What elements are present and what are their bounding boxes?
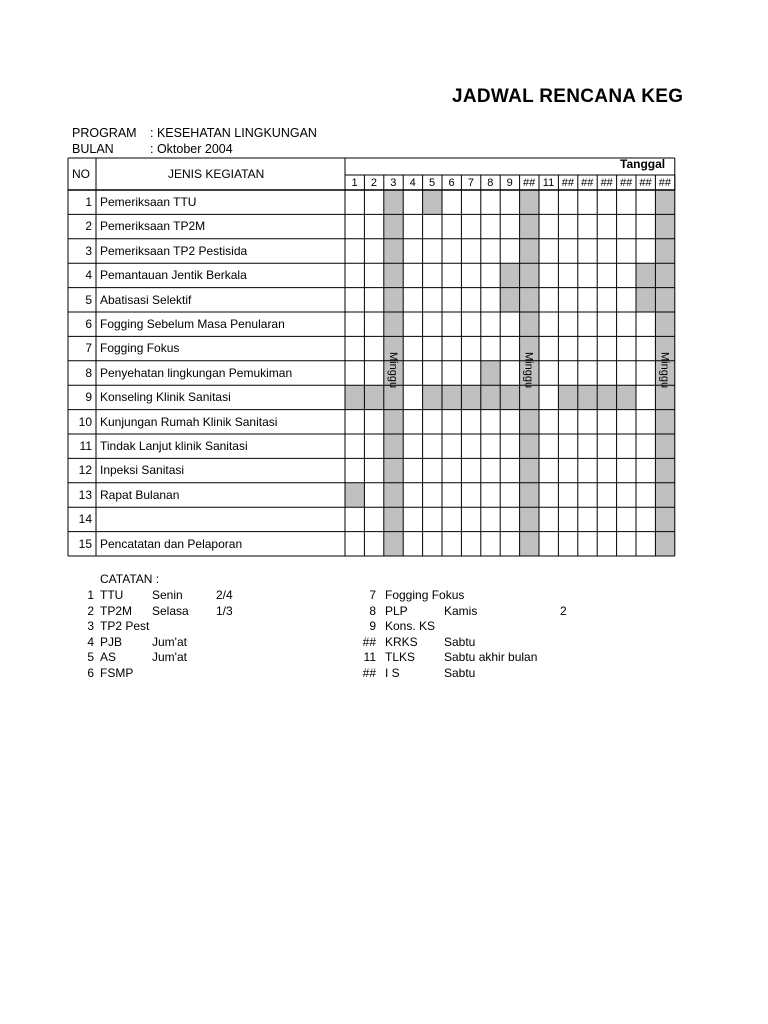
shaded-cell [481,361,500,385]
shaded-cell [461,385,480,409]
minggu-label: Minggu [386,352,399,389]
day-number: 2 [370,177,377,189]
catatan-day: Sabtu [444,634,476,649]
row-number: 14 [78,512,92,527]
shaded-cell [423,385,442,409]
day-number: ## [561,177,575,189]
day-number: ## [639,177,652,189]
catatan-code: FSMP [100,666,134,680]
page-title: JADWAL RENCANA KEG [452,86,684,107]
catatan-day: Kamis [444,603,478,618]
program-value: : KESEHATAN LINGKUNGAN [150,126,317,140]
minggu-label: Minggu [522,352,535,389]
day-number: 4 [409,177,416,189]
shaded-cell [345,385,364,409]
activity-name: Pemantauan Jentik Berkala [100,268,247,283]
catatan-frequency: 2 [560,603,567,618]
catatan-code: TP2 Pest [100,619,150,634]
catatan-label: CATATAN : [100,572,160,586]
catatan-frequency: 1/3 [216,603,233,618]
day-number: 5 [429,177,436,189]
row-number: 5 [85,292,92,307]
row-number: 2 [85,219,92,234]
shaded-cell [345,483,364,507]
day-number: ## [600,177,613,189]
shaded-cell [364,385,383,409]
row-number: 6 [85,317,92,331]
day-number: 11 [542,177,555,189]
catatan-number: 7 [369,588,376,602]
activity-name: Konseling Klinik Sanitasi [100,390,231,405]
shaded-cell [636,263,655,287]
catatan-code: Fogging Fokus [385,588,465,602]
activity-name: Pemeriksaan TP2M [100,219,206,234]
activity-name: Inpeksi Sanitasi [100,463,185,478]
row-number: 12 [78,463,92,478]
jenis-kegiatan-header: JENIS KEGIATAN [168,167,265,181]
catatan-code: TTU [100,588,124,602]
row-number: 13 [78,487,92,502]
shaded-cell [500,288,519,312]
catatan-frequency: 2/4 [216,588,233,602]
row-number: 3 [85,243,92,258]
catatan-code: TLKS [385,650,416,665]
tanggal-header: Tanggal [620,157,666,171]
activity-name: Kunjungan Rumah Klinik Sanitasi [100,414,278,429]
catatan-number: 3 [87,619,94,634]
catatan-day: Sabtu akhir bulan [444,650,538,665]
row-number: 11 [79,439,92,453]
day-number: 3 [390,177,397,189]
shaded-cell [500,263,519,287]
catatan-number: 9 [369,619,376,634]
activity-name: Pemeriksaan TTU [100,195,197,209]
day-number: ## [522,177,536,189]
catatan-number: 11 [363,650,376,665]
row-number: 4 [85,268,92,283]
catatan-number: 6 [87,666,94,680]
row-number: 7 [85,341,92,356]
activity-name: Fogging Fokus [100,341,180,356]
catatan-code: Kons. KS [385,619,436,634]
row-number: 9 [85,390,92,405]
activity-name: Pencatatan dan Pelaporan [100,536,243,551]
day-number: 9 [506,177,513,189]
activity-name: Rapat Bulanan [100,487,180,502]
catatan-number: 1 [87,588,94,602]
day-number: ## [619,177,633,189]
shaded-cell [597,385,616,409]
activity-name: Tindak Lanjut klinik Sanitasi [100,439,248,453]
day-number: ## [658,177,672,189]
activity-name: Penyehatan lingkungan Pemukiman [100,365,293,380]
row-number: 10 [78,414,92,429]
catatan-number: 4 [87,634,94,649]
minggu-label: Minggu [658,352,671,389]
day-number: 1 [351,177,358,189]
catatan-code: I S [385,666,400,680]
row-number: 1 [85,195,92,209]
catatan-code: PJB [100,634,123,649]
bulan-value: : Oktober 2004 [150,142,233,156]
catatan-number: 2 [87,603,94,618]
catatan-number: 8 [369,603,376,618]
shaded-cell [578,385,597,409]
row-number: 8 [85,365,92,380]
shaded-cell [617,385,636,409]
row-number: 15 [78,536,92,551]
catatan-code: PLP [385,603,408,618]
catatan-day: Sabtu [444,666,476,680]
activity-name: Pemeriksaan TP2 Pestisida [100,243,248,258]
activity-name: Abatisasi Selektif [100,292,192,307]
catatan-day: Jum'at [152,634,187,649]
no-header: NO [72,167,90,181]
catatan-day: Jum'at [152,650,187,665]
shaded-cell [636,288,655,312]
catatan-code: KRKS [385,634,418,649]
catatan-day: Selasa [152,603,189,618]
bulan-label: BULAN [72,142,114,156]
shaded-cell [423,190,442,214]
day-number: ## [581,177,594,189]
day-number: 7 [467,177,474,189]
catatan-day: Senin [152,588,183,602]
shaded-cell [558,385,577,409]
catatan-code: TP2M [100,603,133,618]
program-label: PROGRAM [72,126,137,140]
shaded-cell [442,385,461,409]
catatan-number: 5 [87,650,94,665]
shaded-cell [500,385,519,409]
catatan-number: ## [362,666,376,680]
day-number: 8 [487,177,494,189]
shaded-cell [481,385,500,409]
catatan-number: ## [362,634,376,649]
catatan-code: AS [100,650,117,665]
activity-name: Fogging Sebelum Masa Penularan [100,317,285,331]
day-number: 6 [448,177,455,189]
